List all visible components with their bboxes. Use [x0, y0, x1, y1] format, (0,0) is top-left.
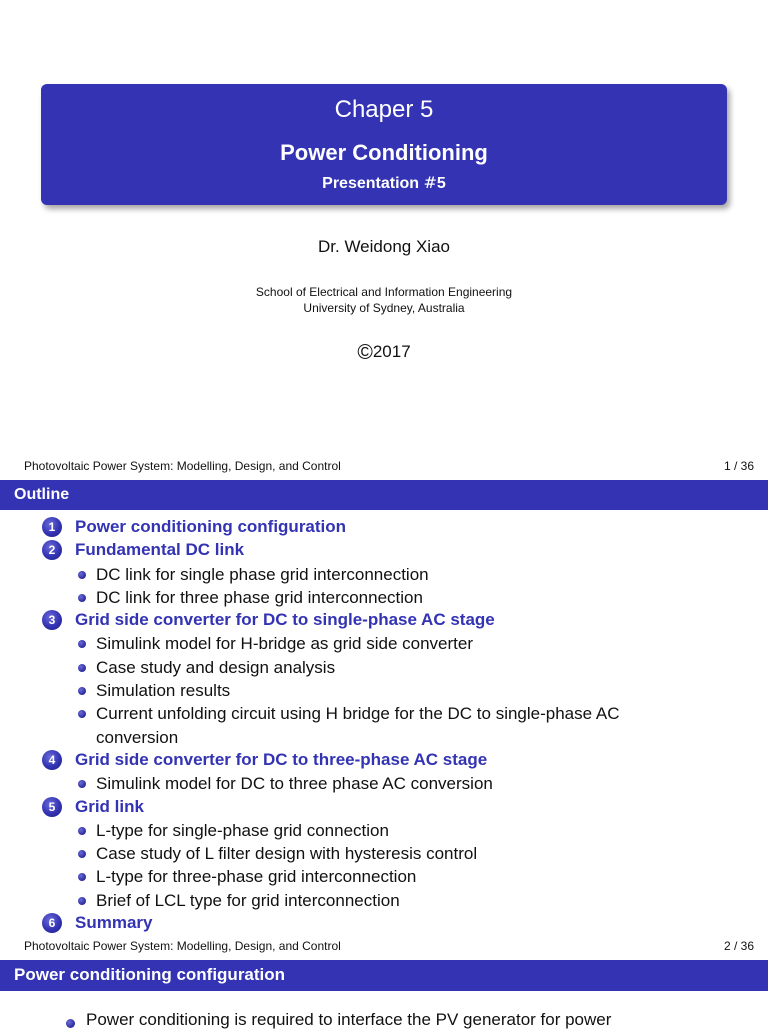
section-label: Grid side converter for DC to three-phase AC stage	[75, 749, 488, 769]
slide-footer-1	[0, 459, 768, 475]
title-block	[41, 84, 727, 205]
outline-section	[0, 795, 768, 818]
footer-title: Photovoltaic Power System: Modelling, Design, and Control	[24, 459, 341, 473]
bullet-text: Power conditioning is required to interface the PV generator for power	[86, 1010, 612, 1029]
subitem-text: L-type for single-phase grid connection	[96, 820, 389, 840]
section-number-icon: 2	[42, 540, 62, 560]
presentation-prefix: Presentation	[322, 175, 424, 192]
outline-section	[0, 538, 768, 561]
subitem-text: DC link for three phase grid interconnection	[96, 587, 423, 607]
outline-section	[0, 748, 768, 771]
outline-subitem	[0, 701, 768, 748]
outline-subitem	[0, 818, 768, 841]
bullet-icon	[78, 594, 86, 602]
outline-heading-bar	[0, 480, 768, 510]
outline-subitem	[0, 864, 768, 887]
subitem-text: Case study of L filter design with hysteresis control	[96, 844, 478, 864]
presentation-title: Power Conditioning	[280, 140, 488, 165]
institution-line-1: School of Electrical and Information Engineering	[255, 285, 513, 299]
year: 2017	[372, 342, 411, 361]
subitem-text: Simulink model for H-bridge as grid side converter	[96, 634, 473, 654]
subitem-text: DC link for single phase grid interconnection	[96, 564, 429, 584]
outline-list	[0, 515, 768, 934]
subitem-text: L-type for three-phase grid interconnection	[96, 867, 417, 887]
outline-section	[0, 911, 768, 934]
outline-subitem	[0, 888, 768, 911]
page-number: 1 / 36	[723, 459, 754, 473]
section-number-icon: 6	[42, 913, 62, 933]
bullet-icon	[78, 710, 86, 718]
section-number-icon: 5	[42, 797, 62, 817]
outline-subitem	[0, 562, 768, 585]
bullet-icon	[78, 664, 86, 672]
outline-subitem	[0, 655, 768, 678]
bullet-icon	[78, 780, 86, 788]
outline-section	[0, 515, 768, 538]
section-number-icon: 1	[42, 517, 62, 537]
subitem-text: Current unfolding circuit using H bridge for the DC to single-phase AC conversion	[96, 704, 620, 747]
bullet-icon	[78, 571, 86, 579]
footer-title: Photovoltaic Power System: Modelling, Design, and Control	[24, 939, 341, 953]
bullet-icon	[78, 873, 86, 881]
page-number: 2 / 36	[723, 939, 754, 953]
copyright-icon: ©	[357, 341, 373, 364]
section-label: Grid link	[75, 796, 144, 816]
bullet-icon	[78, 850, 86, 858]
subitem-text: Simulink model for DC to three phase AC conversion	[96, 774, 493, 794]
author: Dr. Weidong Xiao	[318, 237, 450, 256]
outline-subitem	[0, 678, 768, 701]
section-number-icon: 4	[42, 750, 62, 770]
section-label: Power conditioning configuration	[75, 517, 347, 536]
presentation-number	[41, 173, 727, 193]
slide-footer-2	[0, 939, 768, 955]
outline-subitem	[0, 585, 768, 608]
slide-heading-bar	[0, 960, 768, 991]
institution-line-2: University of Sydney, Australia	[303, 301, 465, 315]
section-label: Fundamental DC link	[75, 540, 245, 560]
bullet-icon	[78, 687, 86, 695]
outline-subitem	[0, 771, 768, 794]
subitem-text: Case study and design analysis	[96, 657, 336, 677]
subitem-text: Brief of LCL type for grid interconnection	[96, 890, 400, 910]
outline-section	[0, 608, 768, 631]
outline-subitem	[0, 631, 768, 654]
outline-subitem	[0, 841, 768, 864]
bullet-icon	[78, 640, 86, 648]
hash-symbol: #	[423, 173, 437, 192]
copyright-year	[0, 341, 768, 365]
bullet-icon	[78, 827, 86, 835]
section-label: Grid side converter for DC to single-phase AC stage	[75, 610, 495, 630]
section-number-icon: 3	[42, 610, 62, 630]
chapter-heading: Chaper 5	[334, 96, 434, 123]
bullet-icon	[78, 897, 86, 905]
slide-heading: Power conditioning configuration	[14, 965, 286, 984]
section-label: Summary	[75, 913, 153, 933]
subitem-text: Simulation results	[96, 681, 231, 701]
outline-heading: Outline	[14, 486, 70, 503]
presentation-num: 5	[436, 175, 446, 192]
